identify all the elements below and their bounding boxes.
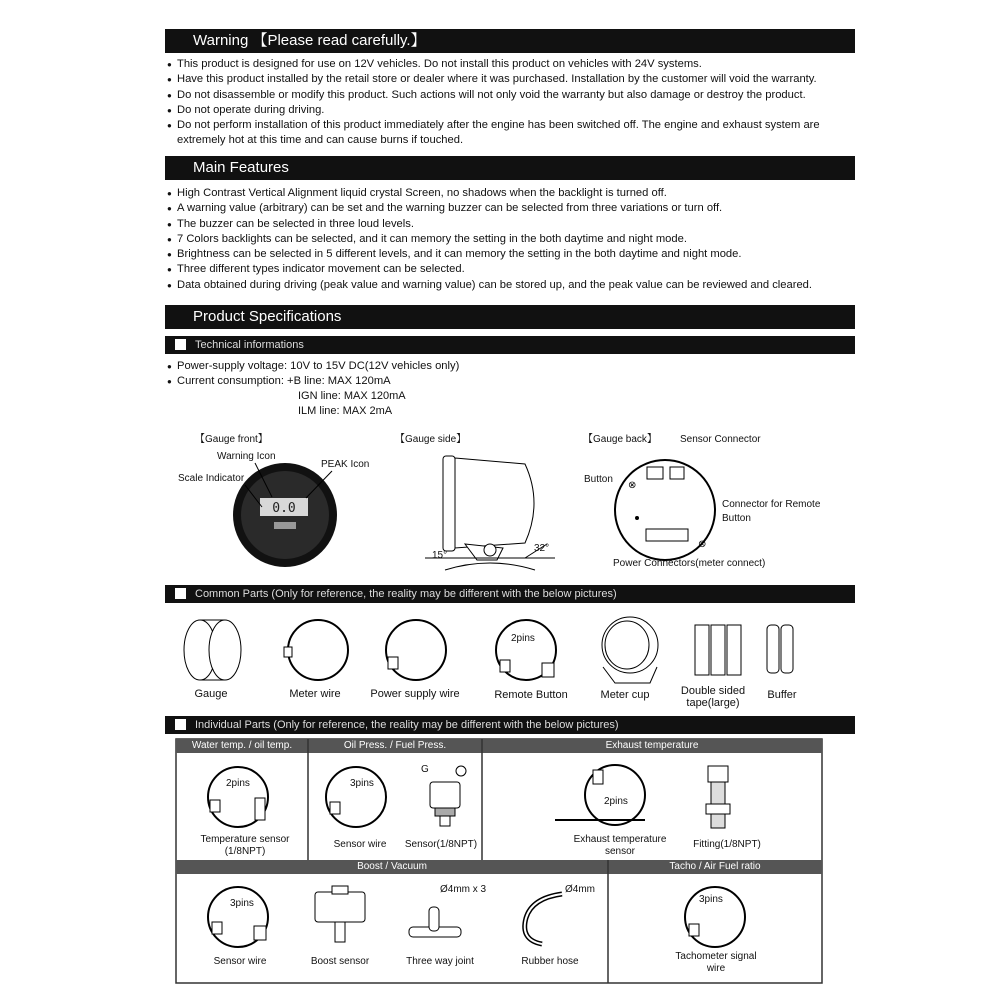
tacho-wire-caption: Tachometer signal wire xyxy=(675,951,757,974)
list-item: ● Data obtained during driving (peak value and warning value) can be stored up, and the peak value can be reviewed and cleared. xyxy=(168,278,868,293)
list-item: ● Do not operate during driving. xyxy=(168,103,868,118)
tacho-pins-label: 3pins xyxy=(699,894,723,905)
rubber-hose-image xyxy=(512,888,572,953)
common-parts-title: Common Parts xyxy=(195,588,269,600)
gauge-front-title: 【Gauge front】 xyxy=(195,434,268,445)
boost-pins-label: 3pins xyxy=(230,898,254,909)
section-water-oil-temp: Water temp. / oil temp. xyxy=(191,740,293,751)
features-title: Main Features xyxy=(193,159,289,176)
sensor-wire-image xyxy=(318,762,393,832)
boost-wire-caption: Sensor wire xyxy=(213,956,267,967)
section-tacho-afr: Tacho / Air Fuel ratio xyxy=(669,861,761,872)
part-caption: Gauge xyxy=(194,688,228,700)
ground-label: G xyxy=(421,764,429,775)
list-item: ● Three different types indicator movement can be selected. xyxy=(168,262,868,277)
gauge-back-title: 【Gauge back】 xyxy=(583,434,657,445)
power-connectors-label: Power Connectors(meter connect) xyxy=(613,558,766,569)
part-caption: Meter wire xyxy=(289,688,341,700)
section-boost-vacuum: Boost / Vacuum xyxy=(357,861,427,872)
gauge-side-title: 【Gauge side】 xyxy=(395,434,467,445)
list-item: ● The buzzer can be selected in three loud levels. xyxy=(168,217,868,232)
ign-line: IGN line: MAX 120mA xyxy=(298,390,406,402)
hose-diameter-label: Ø4mm xyxy=(565,884,595,895)
common-parts-note: (Only for reference, the reality may be different with the below pictures) xyxy=(271,588,617,600)
ilm-line: ILM line: MAX 2mA xyxy=(298,405,393,417)
list-item: ● Current consumption: +B line: MAX 120mA xyxy=(168,374,868,389)
boost-wire-image xyxy=(200,882,275,952)
peak-icon-label: PEAK Icon xyxy=(321,459,370,470)
temp-pins-label: 2pins xyxy=(226,778,250,789)
rubber-hose-caption: Rubber hose xyxy=(521,956,579,967)
list-item: ● Do not disassemble or modify this product. Such actions will not only void the warranty but also damage or destroy the product. xyxy=(168,88,868,103)
specs-title: Product Specifications xyxy=(193,308,342,325)
list-item: ● Brightness can be selected in 5 different levels, and it can memory the setting in the both daytime and night mode. xyxy=(168,247,868,262)
temp-sensor-image xyxy=(200,762,275,832)
list-item: ● Do not perform installation of this product immediately after the engine has been switched off. The engine and exhaust system are extremely hot at this time and can cause burns if touched. xyxy=(168,118,862,149)
temp-sensor-caption: Temperature sensor (1/8NPT) xyxy=(200,834,290,857)
sensor-wire-caption: Sensor wire xyxy=(333,839,387,850)
three-way-joint-image xyxy=(405,905,465,945)
tech-info-title: Technical informations xyxy=(195,339,304,351)
oil-pins-label: 3pins xyxy=(350,778,374,789)
connector-remote-label: Connector for Remote Button xyxy=(722,499,821,524)
joint-diameter-label: Ø4mm x 3 xyxy=(440,884,487,895)
svg-text:⊗: ⊗ xyxy=(698,539,707,550)
list-item: ● 7 Colors backlights can be selected, and it can memory the setting in the both daytime and night mode. xyxy=(168,232,868,247)
svg-text:⊗: ⊗ xyxy=(628,480,637,491)
part-caption: Double sided tape(large) xyxy=(680,685,746,709)
scale-indicator-label: Scale Indicator xyxy=(178,473,245,484)
list-item: ● Power-supply voltage: 10V to 15V DC(12V vehicles only) xyxy=(168,359,868,374)
fitting-image xyxy=(698,764,738,834)
section-oil-fuel-press: Oil Press. / Fuel Press. xyxy=(343,740,447,751)
boost-sensor-caption: Boost sensor xyxy=(310,956,370,967)
remote-pins-label: 2pins xyxy=(511,633,535,644)
section-exhaust-temp: Exhaust temperature xyxy=(605,740,699,751)
pressure-sensor-caption: Sensor(1/8NPT) xyxy=(404,839,478,850)
list-item: ● Have this product installed by the retail store or dealer where it was purchased. Installation by the customer will void the warranty. xyxy=(168,72,868,87)
part-caption: Remote Button xyxy=(494,689,568,701)
tacho-wire-image xyxy=(675,882,755,952)
angle-left: 15° xyxy=(432,550,448,561)
individual-parts-note: (Only for reference, the reality may be different with the below pictures) xyxy=(273,719,619,731)
part-caption: Meter cup xyxy=(600,689,650,701)
svg-text:0.0: 0.0 xyxy=(272,501,296,516)
individual-parts-title: Individual Parts xyxy=(195,719,271,731)
warning-icon-label: Warning Icon xyxy=(217,451,276,462)
list-item: ● A warning value (arbitrary) can be set and the warning buzzer can be selected from three variations or turn off. xyxy=(168,201,868,216)
exhaust-pins-label: 2pins xyxy=(604,796,628,807)
three-way-caption: Three way joint xyxy=(406,956,474,967)
fitting-caption: Fitting(1/8NPT) xyxy=(693,839,761,850)
warning-title: Warning 【Please read carefully.】 xyxy=(193,32,426,49)
exhaust-sensor-caption: Exhaust temperature sensor xyxy=(573,834,667,857)
button-label: Button xyxy=(584,474,613,485)
boost-sensor-image xyxy=(310,886,370,951)
part-caption: Buffer xyxy=(767,689,797,701)
list-item: ● This product is designed for use on 12V vehicles. Do not install this product on vehicles with 24V systems. xyxy=(168,57,868,72)
angle-right: 32° xyxy=(534,543,550,554)
part-caption: Power supply wire xyxy=(370,688,460,700)
list-item: ● High Contrast Vertical Alignment liquid crystal Screen, no shadows when the backlight is turned off. xyxy=(168,186,868,201)
sensor-connector-label: Sensor Connector xyxy=(680,434,761,445)
